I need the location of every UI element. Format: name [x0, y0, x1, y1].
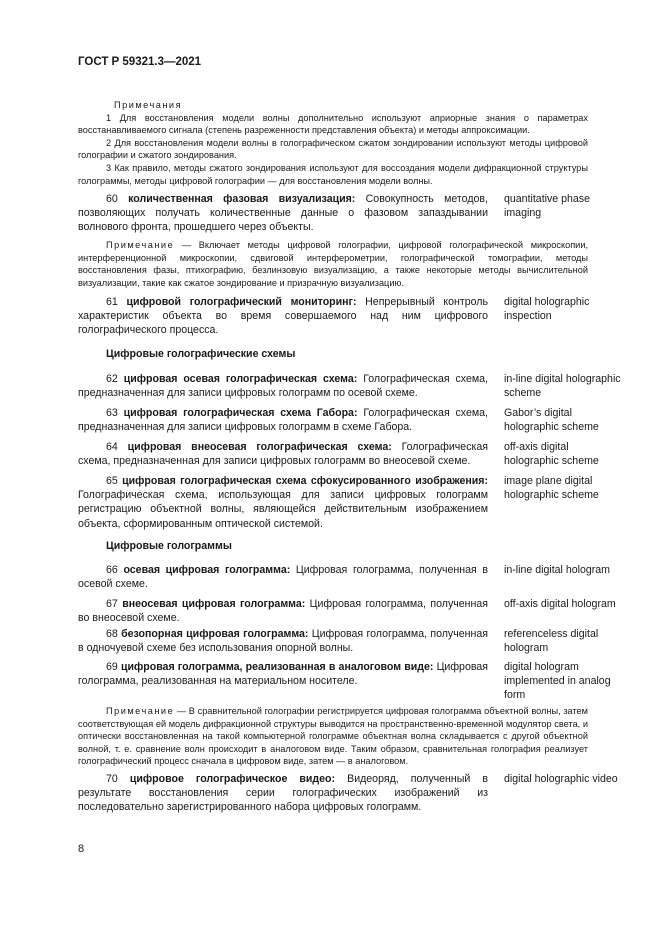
term-entry-67	[78, 597, 488, 625]
term-english-65	[504, 474, 624, 502]
term-definition: Голографическая схема, предназначенная для записи цифровых голограмм по осевой схеме.	[78, 373, 488, 400]
note-item: 1 Для восстановления модели волны дополнительно используют априорные знания о параметрах восстанавливаемого сигнала (степень разреженности представления объекта) и методы аппроксимации.	[78, 112, 588, 136]
term-definition: Голографическая схема, предназначенная для записи цифровых голограмм во внеосевой схеме.	[78, 441, 488, 468]
english-equivalent: in-line digital hologram	[504, 564, 610, 576]
term-number: 67	[106, 598, 118, 610]
term-english-63	[504, 406, 624, 434]
note-text: — Включает методы цифровой голографии, цифровой голографической микроскопии, интерференционной микроскопии, сдвиговой интерферометрии, голографической томографии, методы восстановления фазы, птихографию, безлинзовую визуализацию, а также некоторые методы вычислительной визуализации, такие как сжатое зондирование и призрачную визуализацию.	[78, 240, 588, 288]
english-equivalent: image plane digital holographic scheme	[504, 475, 599, 502]
term-number: 70	[106, 773, 118, 785]
term-number: 63	[106, 407, 118, 419]
note-69	[78, 705, 588, 768]
term-definition: Цифровая голограмма, реализованная на материальном носителе.	[78, 661, 488, 688]
english-equivalent: digital hologram implemented in analog form	[504, 661, 611, 702]
term-name: цифровая голографическая схема Габора:	[123, 407, 358, 419]
term-english-60	[504, 192, 624, 220]
term-english-70	[504, 772, 624, 786]
term-number: 69	[106, 661, 118, 673]
term-name: цифровая внеосевая голографическая схема:	[127, 441, 392, 453]
term-entry-66	[78, 563, 488, 591]
page-number: 8	[78, 843, 85, 855]
note-item: 3 Как правило, методы сжатого зондирования используют для воссоздания модели дифракционной структуры голограммы, методы цифровой голографии — для восстановления модели волны.	[78, 162, 588, 186]
english-equivalent: quantitative phase imaging	[504, 193, 590, 220]
note-label: Примечание	[106, 706, 175, 716]
term-name: цифровое голографическое видео:	[129, 773, 336, 785]
term-entry-69	[78, 660, 488, 688]
english-equivalent: referenceless digital hologram	[504, 628, 599, 655]
term-number: 66	[106, 564, 118, 576]
term-english-66	[504, 563, 624, 577]
term-name: количественная фазовая визуализация:	[128, 193, 356, 205]
term-name: цифровой голографический мониторинг:	[126, 296, 357, 308]
term-number: 60	[106, 193, 118, 205]
term-english-62	[504, 372, 624, 400]
term-entry-65	[78, 474, 488, 531]
term-name: осевая цифровая голограмма:	[123, 564, 291, 576]
english-equivalent: Gabor’s digital holographic scheme	[504, 407, 599, 434]
notes-block-top	[78, 99, 588, 187]
term-entry-60	[78, 192, 488, 235]
english-equivalent: off-axis digital holographic scheme	[504, 441, 599, 468]
term-english-68	[504, 627, 624, 655]
term-definition: Цифровая голограмма, полученная в одночуевой схеме без использования опорной волны.	[78, 628, 488, 655]
section-title-holograms: Цифровые голограммы	[106, 540, 232, 552]
term-name: цифровая голографическая схема сфокусированного изображения:	[122, 475, 488, 487]
english-equivalent: digital holographic inspection	[504, 296, 590, 323]
term-number: 68	[106, 628, 118, 640]
document-header: ГОСТ Р 59321.3—2021	[78, 56, 202, 68]
term-entry-70	[78, 772, 488, 815]
term-english-64	[504, 440, 624, 468]
term-name: цифровая осевая голографическая схема:	[123, 373, 358, 385]
note-item: 2 Для восстановления модели волны в голографическом сжатом зондировании используют методы цифровой голографии и сжатого зондирования.	[78, 137, 588, 161]
term-english-61	[504, 295, 624, 323]
term-english-67	[504, 597, 624, 611]
term-english-69	[504, 660, 624, 703]
note-label: Примечание	[106, 240, 175, 250]
note-60	[78, 239, 588, 289]
term-definition: Голографическая схема, использующая для записи цифровых голограмм регистрацию объектной волны, являющейся действительным изображением объекта, сформированным оптической системой.	[78, 489, 488, 530]
term-definition: Видеоряд, полученный в результате восстановления серии голографических изображений из последовательно зарегистрированного набора цифровых голограмм.	[78, 773, 488, 814]
term-definition: Непрерывный контроль характеристик объекта во время совершаемого над ним цифрового голографического процесса.	[78, 296, 488, 337]
term-number: 61	[106, 296, 118, 308]
term-definition: Цифровая голограмма, полученная в осевой схеме.	[78, 564, 488, 591]
notes-title: Примечания	[114, 100, 183, 110]
section-title-schemes: Цифровые голографические схемы	[106, 348, 296, 360]
term-number: 65	[106, 475, 118, 487]
term-entry-62	[78, 372, 488, 400]
term-number: 64	[106, 441, 118, 453]
term-name: внеосевая цифровая голограмма:	[122, 598, 306, 610]
term-name: цифровая голограмма, реализованная в аналоговом виде:	[120, 661, 434, 673]
term-entry-64	[78, 440, 488, 468]
english-equivalent: in-line digital holographic scheme	[504, 373, 621, 400]
term-entry-63	[78, 406, 488, 434]
term-definition: Голографическая схема, предназначенная для записи цифровых голограмм в схеме Габора.	[78, 407, 488, 434]
term-entry-61	[78, 295, 488, 338]
term-definition: Цифровая голограмма, полученная во внеосевой схеме.	[78, 598, 488, 625]
note-text: — В сравнительной голографии регистрируется цифровая голограмма объектной волны, затем соответствующая ей модель дифракционной структуры выводится на пространственно-временной модулятор света, и оптически восстановленная на такой компьютерной голограмме объектная волна складывается с другой объектной волной, т. е. сравнение волн происходит в аналоговом виде. Таким образом, сравнительная голография реализует голографический процесс сначала в цифровом виде, затем — в аналоговом.	[78, 706, 588, 767]
term-entry-68	[78, 627, 488, 655]
term-name: безопорная цифровая голограмма:	[121, 628, 309, 640]
term-definition: Совокупность методов, позволяющих получать количественные данные о фазовом запаздывании волнового фронта, прошедшего через объекты.	[78, 193, 488, 234]
english-equivalent: digital holographic video	[504, 773, 618, 785]
term-number: 62	[106, 373, 118, 385]
english-equivalent: off-axis digital hologram	[504, 598, 616, 610]
